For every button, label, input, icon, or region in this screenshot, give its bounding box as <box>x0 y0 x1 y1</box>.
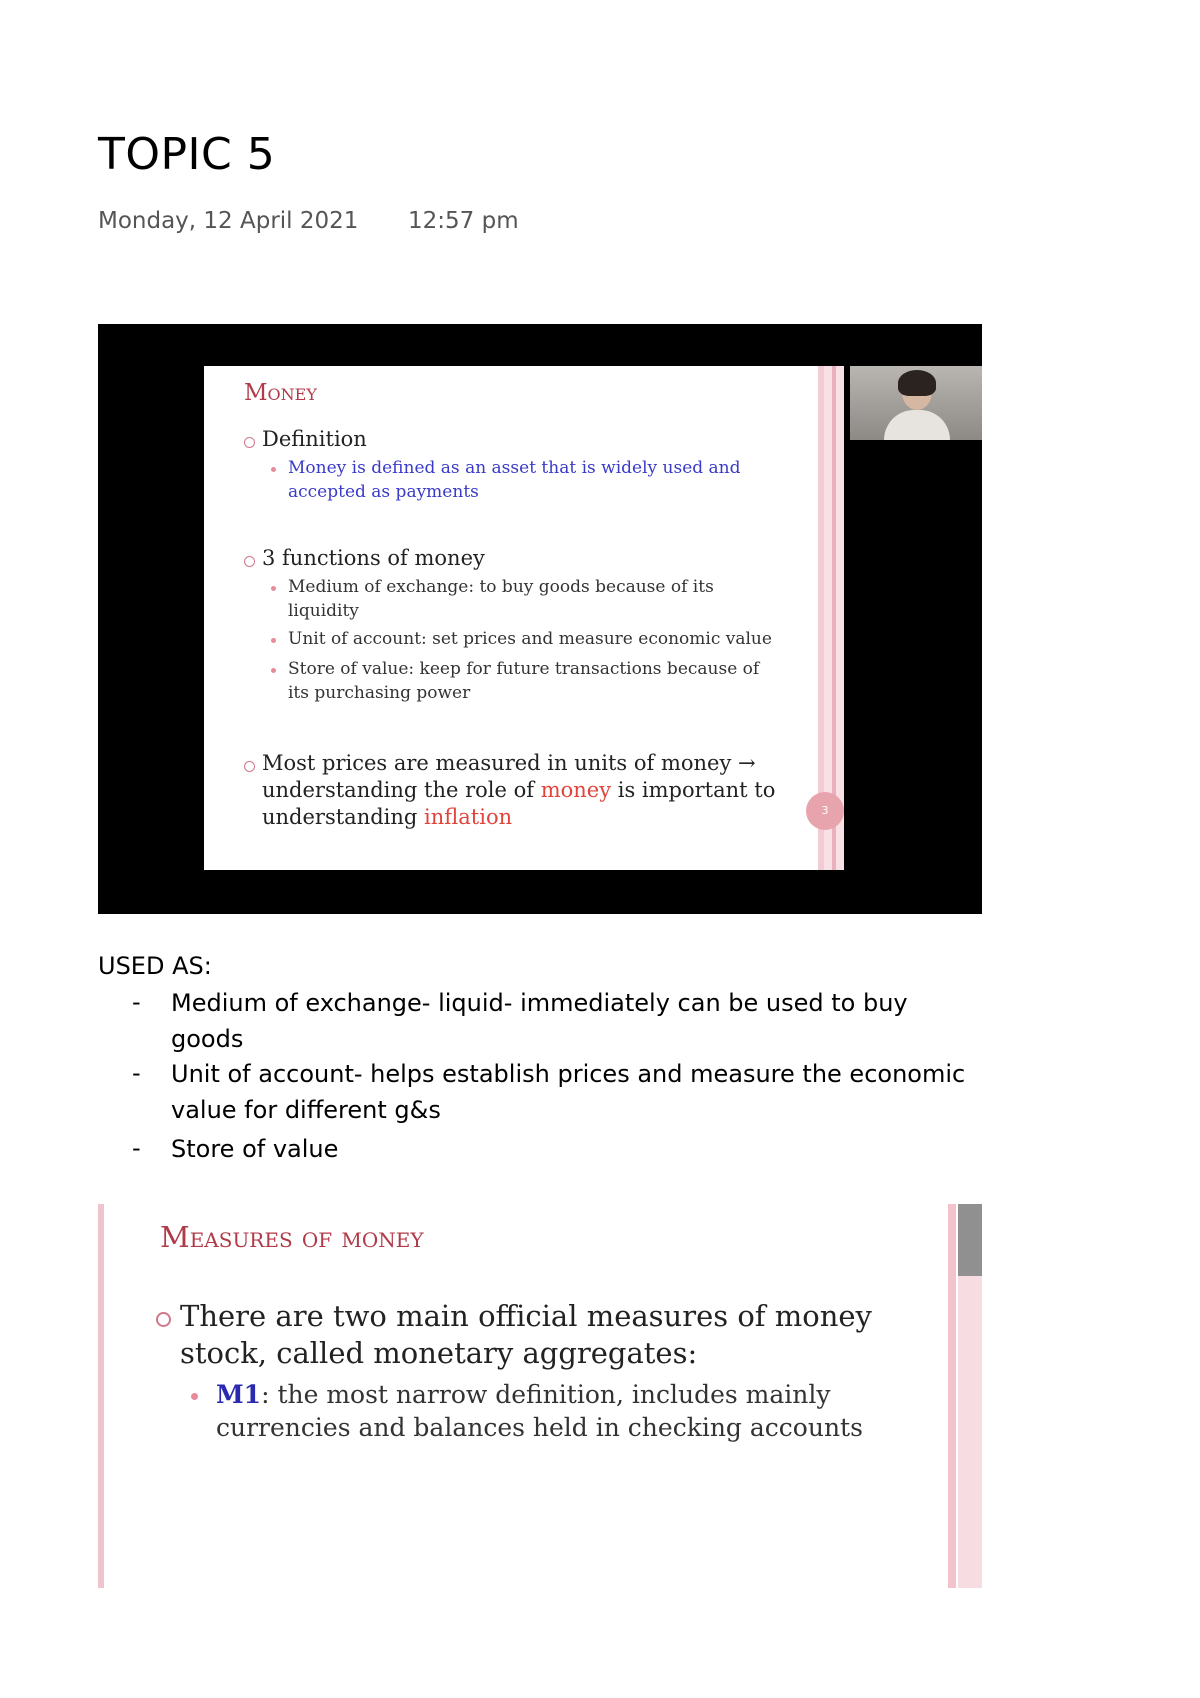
prices-line: Most prices are measured in units of money → <box>262 751 756 775</box>
bullet-dot-icon <box>271 586 276 591</box>
slide-screenshot-measures <box>98 1204 982 1588</box>
prices-line: understanding the role of money is important to <box>262 778 776 802</box>
m1-definition: currencies and balances held in checking accounts <box>216 1413 863 1442</box>
bullet-dot-icon <box>191 1393 198 1400</box>
function-item: Medium of exchange: to buy goods because of its <box>288 577 714 597</box>
list-dash: - <box>132 988 141 1016</box>
bullet-ring-icon <box>244 556 255 567</box>
function-item: its purchasing power <box>288 683 471 703</box>
slide-title: Money <box>244 380 317 406</box>
slide-border-strip <box>98 1204 104 1588</box>
definition-heading: Definition <box>262 427 367 451</box>
bullet-ring-icon <box>244 761 255 772</box>
page-title: TOPIC 5 <box>98 129 276 180</box>
bullet-dot-icon <box>271 638 276 643</box>
list-dash: - <box>132 1059 141 1087</box>
bullet-ring-icon <box>156 1312 171 1327</box>
highlight-money: money <box>540 778 612 802</box>
functions-heading: 3 functions of money <box>262 546 485 570</box>
note-item: Unit of account- helps establish prices and measure the economic value for different g&s <box>171 1060 966 1124</box>
notes-heading: USED AS: <box>98 952 212 980</box>
definition-text-line: Money is defined as an asset that is widely used and <box>288 458 741 478</box>
bullet-dot-icon <box>271 467 276 472</box>
function-item: liquidity <box>288 601 359 621</box>
webcam-thumbnail <box>850 366 982 440</box>
scroll-thumb <box>958 1204 982 1276</box>
note-item: Store of value <box>171 1135 339 1163</box>
function-item: Unit of account: set prices and measure economic value <box>288 629 772 649</box>
slide-number-badge: 3 <box>806 792 844 830</box>
slide-title: Measures of money <box>160 1220 424 1254</box>
definition-text-line: accepted as payments <box>288 482 479 502</box>
slide-money <box>204 366 844 870</box>
bullet-dot-icon <box>271 668 276 673</box>
function-item: Store of value: keep for future transactions because of <box>288 659 760 679</box>
measures-point: stock, called monetary aggregates: <box>180 1336 698 1370</box>
highlight-inflation: inflation <box>424 805 513 829</box>
list-dash: - <box>132 1134 141 1162</box>
person-hair <box>898 370 936 396</box>
m1-definition: M1: the most narrow definition, includes mainly <box>216 1380 831 1409</box>
slide-screenshot-money <box>98 324 982 914</box>
page-time: 12:57 pm <box>408 208 519 234</box>
measures-point: There are two main official measures of money <box>180 1299 872 1333</box>
prices-line: understanding inflation <box>262 805 513 829</box>
bullet-ring-icon <box>244 437 255 448</box>
slide-border-strip <box>948 1204 956 1588</box>
note-item: Medium of exchange- liquid- immediately can be used to buy goods <box>171 989 908 1053</box>
page-date: Monday, 12 April 2021 <box>98 208 359 234</box>
m1-label: M1 <box>216 1380 262 1409</box>
